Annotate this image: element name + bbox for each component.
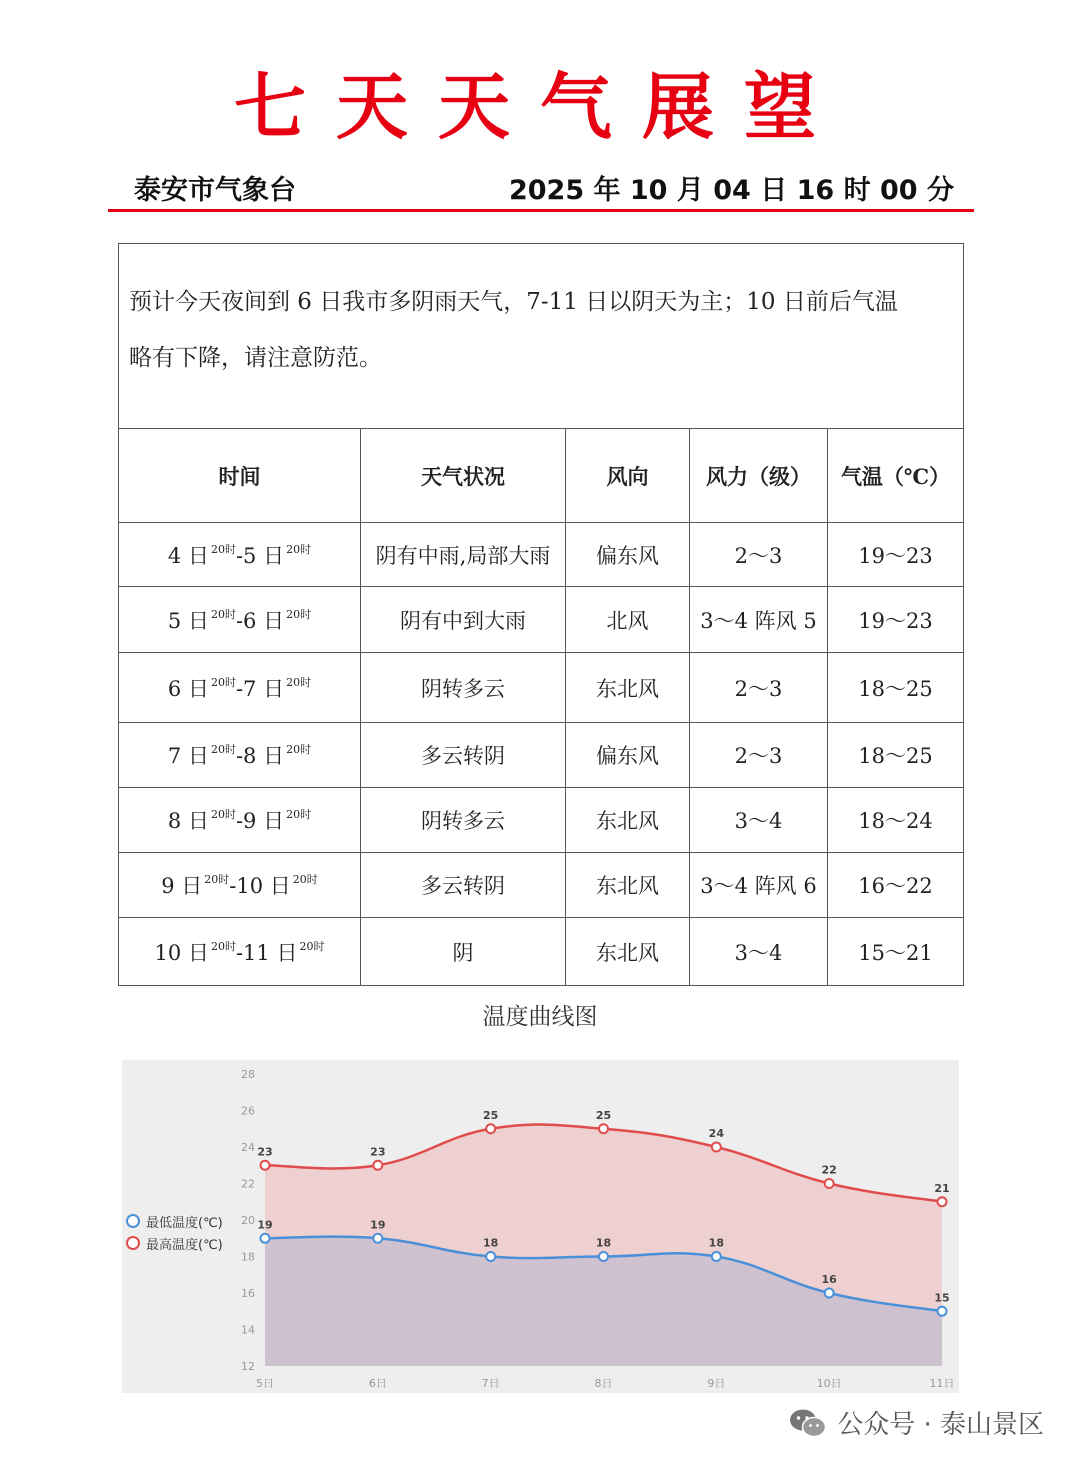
time-start-day: 9 日	[161, 874, 203, 898]
cell-wind-force: 3～4 阵风 6	[690, 853, 828, 918]
table-row	[119, 653, 964, 723]
time-start-day: 7 日	[167, 744, 209, 768]
data-point	[373, 1161, 382, 1170]
time-start-hour: 20时	[210, 939, 236, 953]
x-tick-label: 5日	[256, 1377, 274, 1390]
cell-wind-force: 2～3	[690, 523, 828, 587]
data-point	[712, 1143, 721, 1152]
data-point	[599, 1252, 608, 1261]
data-point	[599, 1124, 608, 1133]
data-label: 19	[257, 1218, 273, 1232]
data-point	[486, 1124, 495, 1133]
cell-time	[119, 853, 361, 918]
cell-temperature: 18～25	[828, 723, 964, 788]
y-tick-label: 26	[241, 1104, 255, 1118]
time-end-day: -6 日	[235, 608, 285, 633]
cell-wind-direction: 东北风	[566, 918, 690, 986]
time-end-day: -7 日	[235, 676, 285, 701]
cell-temperature: 16～22	[828, 853, 964, 918]
legend-max-marker	[126, 1236, 140, 1250]
y-tick-label: 20	[241, 1214, 255, 1227]
data-label: 18	[595, 1236, 612, 1250]
header-wind-force: 风力（级）	[690, 429, 828, 523]
forecast-table	[118, 243, 964, 986]
cell-time	[119, 587, 361, 653]
data-label: 18	[483, 1236, 499, 1250]
y-tick-label: 22	[241, 1177, 255, 1191]
temperature-chart-svg	[122, 1060, 959, 1393]
temperature-chart	[122, 1060, 959, 1393]
data-label: 21	[934, 1181, 950, 1195]
cell-weather: 阴有中到大雨	[361, 587, 566, 653]
data-label: 15	[934, 1291, 950, 1305]
time-end-hour: 20时	[286, 743, 312, 756]
cell-wind-force: 2～3	[690, 723, 828, 788]
time-start-day: 4 日	[167, 543, 209, 568]
time-end-day: -10 日	[229, 874, 291, 898]
time-start-hour: 20时	[204, 873, 230, 886]
header-divider	[108, 209, 974, 212]
cell-time	[119, 788, 361, 853]
data-point	[938, 1197, 947, 1206]
x-tick-label: 7日	[481, 1377, 500, 1390]
cell-time	[119, 918, 361, 986]
data-point	[825, 1289, 834, 1298]
time-end-day: -5 日	[235, 543, 285, 568]
header-wind-direction: 风向	[566, 429, 690, 523]
cell-weather: 阴转多云	[361, 653, 566, 723]
table-row	[119, 788, 964, 853]
cell-wind-direction: 偏东风	[566, 523, 690, 587]
y-tick-label: 16	[241, 1287, 255, 1300]
y-tick-label: 18	[241, 1250, 255, 1264]
data-label: 19	[370, 1218, 386, 1232]
data-label: 16	[821, 1273, 837, 1286]
time-end-hour: 20时	[286, 607, 312, 621]
cell-temperature: 18～24	[828, 788, 964, 853]
x-tick-label: 6日	[368, 1377, 387, 1390]
cell-wind-force: 2～3	[690, 653, 828, 723]
x-tick-label: 10日	[816, 1377, 842, 1390]
time-end-hour: 20时	[286, 675, 312, 689]
x-tick-label: 8日	[594, 1377, 613, 1390]
table-row	[119, 723, 964, 788]
table-row	[119, 587, 964, 653]
time-end-hour: 20时	[286, 808, 312, 821]
legend-min-marker	[126, 1214, 140, 1228]
cell-temperature: 19～23	[828, 523, 964, 587]
legend-min-label: 最低温度(℃)	[146, 1215, 223, 1231]
legend-item-max[interactable]	[126, 1232, 223, 1254]
data-point	[261, 1161, 270, 1170]
time-end-hour: 20时	[299, 939, 325, 953]
time-start-day: 10 日	[154, 940, 209, 965]
time-end-day: -11 日	[235, 940, 298, 965]
page-title: 七天天气展望	[233, 64, 846, 149]
chart-legend	[126, 1210, 223, 1254]
cell-wind-direction: 东北风	[566, 653, 690, 723]
cell-weather: 阴	[361, 918, 566, 986]
data-point	[825, 1179, 834, 1188]
table-row	[119, 853, 964, 918]
y-tick-label: 12	[241, 1360, 255, 1373]
legend-max-label: 最高温度(℃)	[146, 1237, 223, 1253]
cell-wind-force: 3～4	[690, 918, 828, 986]
y-tick-label: 28	[241, 1068, 255, 1081]
data-label: 25	[595, 1108, 612, 1122]
data-point	[486, 1252, 495, 1261]
x-tick-label: 11日	[929, 1377, 955, 1390]
legend-item-min[interactable]	[126, 1210, 223, 1232]
data-label: 18	[708, 1236, 724, 1250]
data-label: 23	[370, 1145, 386, 1159]
cell-wind-direction: 偏东风	[566, 723, 690, 788]
table-row	[119, 918, 964, 986]
cell-temperature: 19～23	[828, 587, 964, 653]
cell-wind-direction: 东北风	[566, 788, 690, 853]
watermark-text: 公众号 · 泰山景区	[837, 1410, 1044, 1440]
watermark	[789, 1404, 1044, 1441]
y-tick-label: 24	[241, 1141, 255, 1154]
cell-temperature: 18～25	[828, 653, 964, 723]
chart-title: 温度曲线图	[482, 1004, 598, 1030]
summary-line-1: 预计今天夜间到 6 日我市多阴雨天气，7-11 日以阴天为主；10 日前后气温	[129, 289, 898, 315]
time-end-hour: 20时	[286, 542, 312, 556]
data-point	[712, 1252, 721, 1261]
data-label: 22	[821, 1163, 837, 1177]
time-end-day: -9 日	[235, 809, 285, 833]
data-label: 23	[257, 1145, 273, 1159]
forecast-summary	[119, 244, 964, 429]
cell-wind-direction: 北风	[566, 587, 690, 653]
cell-weather: 多云转阴	[361, 723, 566, 788]
data-point	[373, 1234, 382, 1243]
summary-line-2: 略有下降，请注意防范。	[129, 345, 382, 371]
cell-weather: 多云转阴	[361, 853, 566, 918]
x-tick-label: 9日	[707, 1377, 726, 1390]
header-weather: 天气状况	[361, 429, 566, 523]
data-label: 24	[708, 1127, 724, 1140]
cell-weather: 阴有中雨,局部大雨	[361, 523, 566, 587]
time-start-hour: 20时	[210, 607, 236, 621]
y-tick-label: 14	[241, 1323, 255, 1337]
cell-wind-force: 3～4	[690, 788, 828, 853]
cell-weather: 阴转多云	[361, 788, 566, 853]
issue-time: 2025 年 10 月 04 日 16 时 00 分	[508, 175, 954, 206]
time-end-day: -8 日	[235, 744, 285, 768]
time-start-day: 8 日	[167, 809, 209, 833]
time-start-hour: 20时	[210, 675, 236, 689]
wechat-icon	[789, 1408, 827, 1438]
cell-temperature: 15～21	[828, 918, 964, 986]
time-start-day: 6 日	[167, 676, 209, 701]
data-point	[261, 1234, 270, 1243]
time-end-hour: 20时	[292, 873, 318, 886]
time-start-hour: 20时	[210, 743, 236, 756]
header-time: 时间	[119, 429, 361, 523]
header-temperature: 气温（℃）	[828, 429, 964, 523]
cell-time	[119, 523, 361, 587]
cell-time	[119, 723, 361, 788]
cell-wind-force: 3～4 阵风 5	[690, 587, 828, 653]
table-header-row	[119, 429, 964, 523]
data-label: 25	[483, 1108, 499, 1122]
time-start-hour: 20时	[210, 808, 236, 821]
time-start-day: 5 日	[167, 608, 209, 633]
cell-time	[119, 653, 361, 723]
data-point	[938, 1307, 947, 1316]
time-start-hour: 20时	[210, 542, 236, 556]
table-row	[119, 523, 964, 587]
cell-wind-direction: 东北风	[566, 853, 690, 918]
agency-name: 泰安市气象台	[134, 175, 296, 206]
